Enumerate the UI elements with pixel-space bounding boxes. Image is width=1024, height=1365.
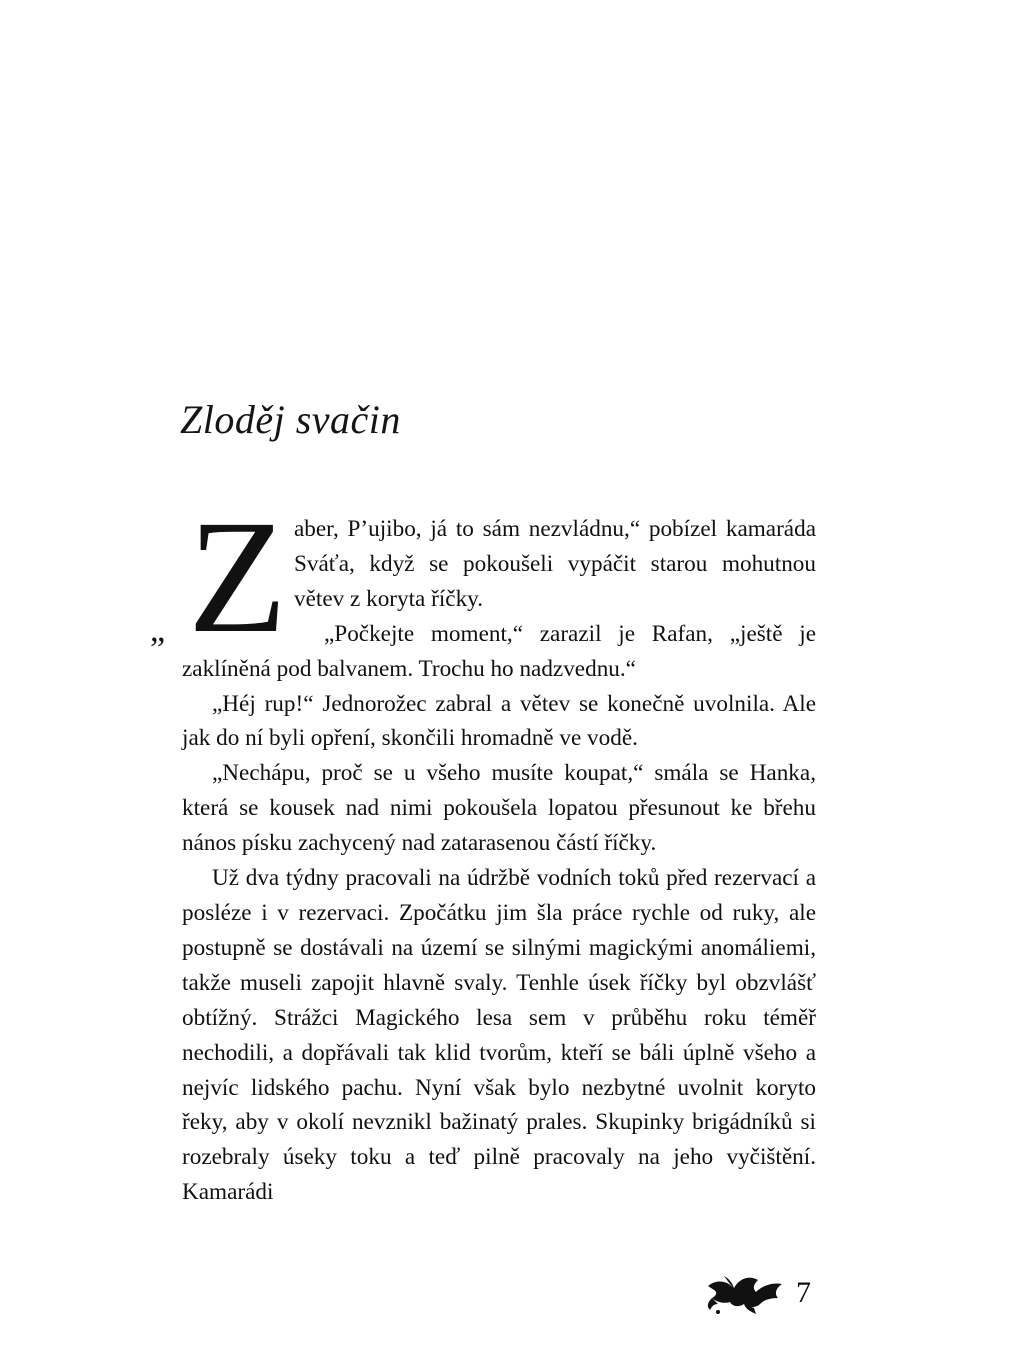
paragraph: „Počkejte moment,“ zarazil je Rafan, „ještě je zaklíněná pod balvanem. Trochu ho nadzvednu.“ <box>182 620 816 682</box>
page-number: 7 <box>796 1276 811 1309</box>
drop-cap-letter: Z <box>188 488 287 667</box>
paragraph: Už dva týdny pracovali na údržbě vodních toků před rezervací a posléze i v rezervaci. Zpočátku jim šla práce rychle od ruky, ale postupně se dostávali na území se silnými magickými anomáliemi, takže museli zapojit hlavně svaly. Tenhle úsek říčky byl obzvlášť obtížný. Strážci Magického lesa sem v průběhu roku téměř nechodili, a dopřávali tak klid tvorům, kteří se báli úplně všeho a nejvíc lidského pachu. Nyní však bylo nezbytné uvolnit koryto řeky, aby v okolí nevznikl bažinatý prales. Skupinky brigádníků si rozebraly úseky toku a teď pilně pracovaly na jeho vyčištění. Kamarádi <box>182 865 816 1206</box>
dragon-icon <box>704 1268 790 1318</box>
chapter-title: Zloděj svačin <box>180 397 401 442</box>
drop-cap-quote: „ <box>150 612 166 649</box>
paragraph: „Héj rup!“ Jednorožec zabral a větev se konečně uvolnila. Ale jak do ní byli opření, skončili hromadně ve vodě. <box>182 690 816 752</box>
drop-cap <box>150 488 290 667</box>
paragraph: „Nechápu, proč se u všeho musíte koupat,“ smála se Hanka, která se kousek nad nimi pokoušela lopatou přesunout ke břehu nános písku zachycený nad zatarasenou částí říčky. <box>182 760 816 857</box>
body-text <box>150 488 816 1210</box>
paragraph-text: aber, P’ujibo, já to sám nezvládnu,“ pobízel kamaráda Sváťa, když se pokoušeli vypáčit starou mohutnou větev z koryta říčky. <box>294 516 816 612</box>
